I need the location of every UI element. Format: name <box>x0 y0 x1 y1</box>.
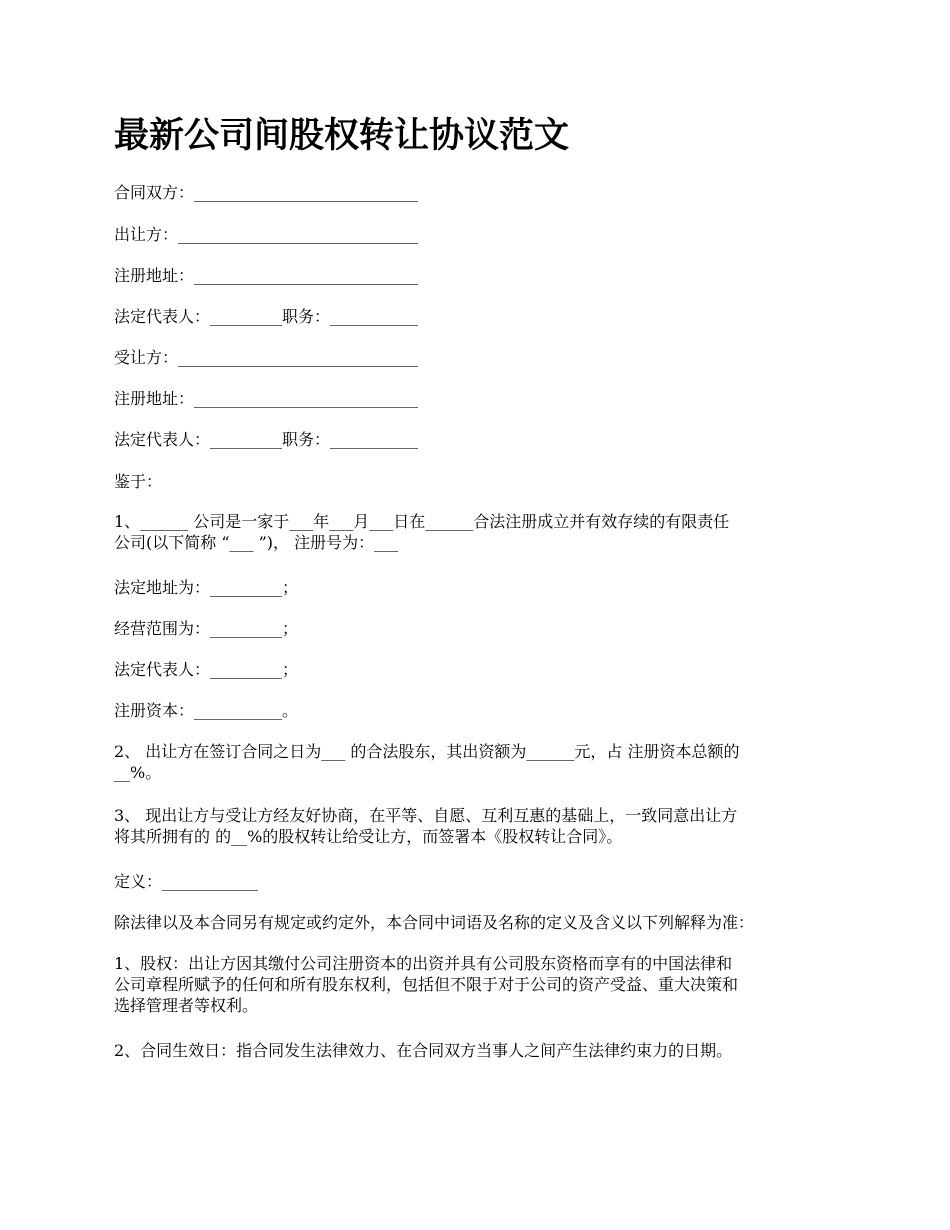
document-title: 最新公司间股权转让协议范文 <box>114 116 570 156</box>
paragraph-clause-1: 1、______ 公司是一家于___年___月___日在______合法注册成立并有效存续的有限责任 公司(以下简称 “___ ”)， 注册号为：___ <box>114 512 730 552</box>
paragraph-transferor: 出让方：______________________________ <box>114 225 419 244</box>
paragraph-transferee-representative: 法定代表人：_________职务：___________ <box>114 430 419 449</box>
paragraph-transferee: 受让方：______________________________ <box>114 348 419 367</box>
paragraph-clause-2: 2、 出让方在签订合同之日为___ 的合法股东，其出资额为______元，占 注册资本总额的 __%。 <box>114 742 740 782</box>
paragraph-parties: 合同双方：____________________________ <box>114 183 419 202</box>
paragraph-transferor-representative: 法定代表人：_________职务：___________ <box>114 307 419 326</box>
paragraph-definition-equity: 1、股权：出让方因其缴付公司注册资本的出资并具有公司股东资格而享有的中国法律和 公司章程所赋予的任何和所有股东权利，包括但不限于对于公司的资产受益、重大决策和 选择管理者等权利。 <box>114 954 739 1015</box>
paragraph-clause-3: 3、 现出让方与受让方经友好协商，在平等、自愿、互利互惠的基础上，一致同意出让方 将其所拥有的 的__%的股权转让给受让方，而签署本《股权转让合同》。 <box>114 806 738 846</box>
paragraph-transferor-address: 注册地址：____________________________ <box>114 266 419 285</box>
paragraph-business-scope: 经营范围为：_________； <box>114 619 299 638</box>
paragraph-whereas: 鉴于： <box>114 472 163 491</box>
paragraph-registered-capital: 注册资本：___________。 <box>114 701 299 720</box>
paragraph-legal-address: 法定地址为：_________； <box>114 578 299 597</box>
paragraph-definitions: 定义：____________ <box>114 872 259 891</box>
paragraph-definitions-intro: 除法律以及本合同另有规定或约定外，本合同中词语及名称的定义及含义以下列解释为准： <box>114 913 755 932</box>
paragraph-definition-effective-date: 2、合同生效日：指合同发生法律效力、在合同双方当事人之间产生法律约束力的日期。 <box>114 1041 733 1060</box>
paragraph-transferee-address: 注册地址：____________________________ <box>114 389 419 408</box>
paragraph-legal-representative: 法定代表人：_________； <box>114 660 299 679</box>
